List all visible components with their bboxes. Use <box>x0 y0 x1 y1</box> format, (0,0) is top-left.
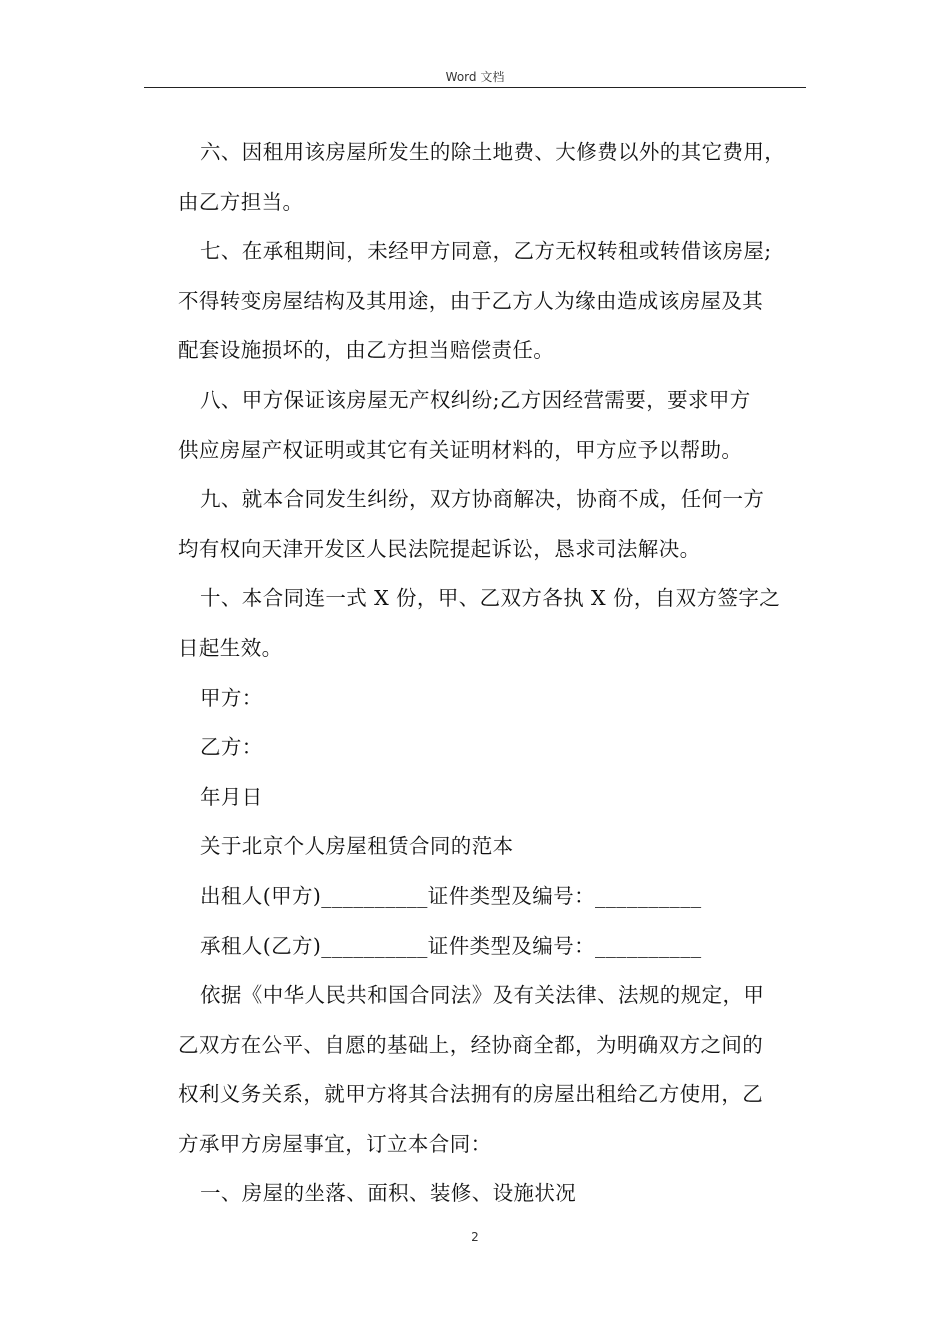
lessor-field: 出租人(甲方)__________证件类型及编号：__________ <box>200 883 702 908</box>
page-header: Word 文档 <box>445 70 505 84</box>
paragraph-line: 均有权向天津开发区人民法院提起诉讼，恳求司法解决。 <box>178 536 701 561</box>
paragraph-line: 八、甲方保证该房屋无产权纠纷;乙方因经营需要，要求甲方 <box>200 387 751 412</box>
signature-date: 年月日 <box>200 784 263 809</box>
header-divider <box>144 87 806 88</box>
signature-party-a: 甲方： <box>200 685 263 710</box>
paragraph-line: 权利义务关系，就甲方将其合法拥有的房屋出租给乙方使用，乙 <box>178 1082 764 1107</box>
paragraph-line: 配套设施损坏的，由乙方担当赔偿责任。 <box>178 338 555 363</box>
lessee-field: 承租人(乙方)__________证件类型及编号：__________ <box>200 933 702 958</box>
page-number: 2 <box>471 1230 479 1244</box>
paragraph-line: 由乙方担当。 <box>178 189 304 214</box>
paragraph-line: 不得转变房屋结构及其用途，由于乙方人为缘由造成该房屋及其 <box>178 288 764 313</box>
paragraph-line: 日起生效。 <box>178 635 283 660</box>
section-title: 关于北京个人房屋租赁合同的范本 <box>200 834 514 859</box>
signature-party-b: 乙方： <box>200 735 263 760</box>
paragraph-line: 供应房屋产权证明或其它有关证明材料的，甲方应予以帮助。 <box>178 437 743 462</box>
paragraph-line: 十、本合同连一式 X 份，甲、乙双方各执 X 份，自双方签字之 <box>200 586 781 611</box>
paragraph-line: 六、因租用该房屋所发生的除土地费、大修费以外的其它费用， <box>200 140 786 164</box>
document-body <box>178 128 808 1219</box>
paragraph-line: 方承甲方房屋事宜，订立本合同： <box>178 1131 492 1156</box>
paragraph-line: 九、就本合同发生纠纷，双方协商解决，协商不成，任何一方 <box>200 487 765 512</box>
paragraph-line: 七、在承租期间，未经甲方同意，乙方无权转租或转借该房屋; <box>200 239 772 264</box>
paragraph-line: 乙双方在公平、自愿的基础上，经协商全都，为明确双方之间的 <box>178 1032 764 1057</box>
clause-heading: 一、房屋的坐落、面积、装修、设施状况 <box>200 1181 577 1206</box>
paragraph-line: 依据《中华人民共和国合同法》及有关法律、法规的规定，甲 <box>200 983 765 1008</box>
